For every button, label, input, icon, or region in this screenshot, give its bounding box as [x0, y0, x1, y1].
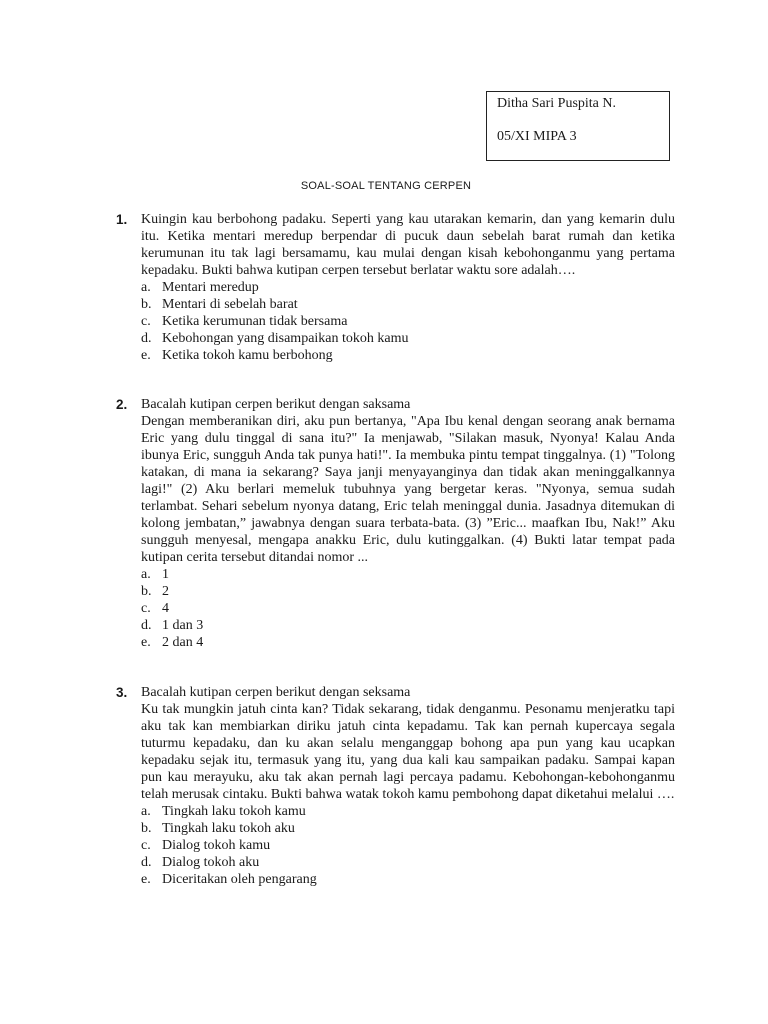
option-text: Tingkah laku tokoh kamu: [162, 804, 306, 819]
option-text: Mentari meredup: [162, 280, 259, 295]
student-class: 05/XI MIPA 3: [497, 129, 577, 144]
option-letter: e.: [141, 635, 151, 650]
question-number: 1.: [116, 212, 128, 227]
option-a: [141, 279, 675, 296]
option-text: 2: [162, 584, 169, 599]
page-title: SOAL-SOAL TENTANG CERPEN: [300, 180, 472, 192]
student-name: Ditha Sari Puspita N.: [497, 96, 616, 111]
option-text: Diceritakan oleh pengarang: [162, 872, 317, 887]
question-text: Kuingin kau berbohong padaku. Seperti yang kau utarakan kemarin, dan yang kemarin dulu itu. Ketika mentari meredup berpendar di pucuk daun sebelah barat rumah dan ketika kerumunan itu tak lagi bersamamu, kau mulai dengan kisah kebohonganmu yang pertama kepadaku. Bukti bahwa kutipan cerpen tersebut berlatar waktu sore adalah….: [141, 212, 675, 278]
option-e: [141, 347, 675, 364]
option-letter: b.: [141, 821, 152, 836]
option-text: Ketika kerumunan tidak bersama: [162, 314, 348, 329]
option-c: [141, 313, 675, 330]
option-letter: d.: [141, 618, 152, 633]
option-e: [141, 634, 675, 651]
question-1: [112, 211, 675, 364]
option-d: [141, 854, 675, 871]
option-letter: a.: [141, 804, 151, 819]
option-text: Kebohongan yang disampaikan tokoh kamu: [162, 331, 409, 346]
option-a: [141, 566, 675, 583]
option-text: 1 dan 3: [162, 618, 204, 633]
option-letter: c.: [141, 838, 151, 853]
question-3: [112, 684, 675, 888]
option-text: Dialog tokoh kamu: [162, 838, 271, 853]
option-e: [141, 871, 675, 888]
option-d: [141, 330, 675, 347]
option-letter: e.: [141, 348, 151, 363]
option-b: [141, 583, 675, 600]
question-number: 3.: [116, 685, 128, 700]
option-letter: a.: [141, 280, 151, 295]
question-text: Ku tak mungkin jatuh cinta kan? Tidak sekarang, tidak denganmu. Pesonamu menjeratku tapi aku tak kan membiarkan diriku jatuh cinta kepadamu. Tak kan pernah kupercaya segala tuturmu kepadaku, dan ku akan selalu menganggap bohong apa pun yang kau ucapkan kepadaku sejak itu, termasuk yang itu, yang dua kali kau sampaikan padaku. Sampai kapan pun kau merayuku, aku tak akan pernah lagi percaya padamu. Kebohongan-kebohonganmu telah merusak cintaku. Bukti bahwa watak tokoh kamu pembohong dapat diketahui melalui ….: [141, 702, 675, 802]
option-c: [141, 837, 675, 854]
option-text: Mentari di sebelah barat: [162, 297, 298, 312]
question-intro: Bacalah kutipan cerpen berikut dengan saksama: [141, 397, 411, 412]
answer-options: [141, 566, 675, 651]
option-text: 2 dan 4: [162, 635, 204, 650]
student-info-box: [486, 91, 670, 161]
option-d: [141, 617, 675, 634]
option-text: Dialog tokoh aku: [162, 855, 260, 870]
question-intro: Bacalah kutipan cerpen berikut dengan seksama: [141, 685, 411, 700]
question-text: Dengan memberanikan diri, aku pun bertanya, "Apa Ibu kenal dengan seorang anak bernama Eric yang dulu tinggal di sana itu?" Ia menjawab, "Silakan masuk, Nyonya! Kalau Anda ibunya Eric, sungguh Anda tak punya hati!". Ia membuka pintu tempat tinggalnya. (1) "Tolong katakan, di mana ia sekarang? Saya janji menyayanginya dan tidak akan meninggalkannya lagi!" (2) Aku berlari memeluk tubuhnya yang bergetar keras. "Nyonya, semua sudah terlambat. Sehari sebelum nyonya datang, Eric telah meninggal dunia. Jasadnya ditemukan di kolong jembatan,” jawabnya dengan suara terbata-bata. (3) ”Eric... maafkan Ibu, Nak!” Aku sungguh menyesal, mengapa anakku Eric, dulu kutinggalkan. (4) Bukti latar tempat pada kutipan cerita tersebut ditandai nomor ...: [141, 414, 675, 565]
answer-options: [141, 803, 675, 888]
option-letter: d.: [141, 331, 152, 346]
option-letter: b.: [141, 297, 152, 312]
option-a: [141, 803, 675, 820]
option-text: 1: [162, 567, 169, 582]
question-number: 2.: [116, 397, 128, 412]
option-b: [141, 820, 675, 837]
option-text: 4: [162, 601, 169, 616]
option-letter: c.: [141, 601, 151, 616]
option-letter: e.: [141, 872, 151, 887]
answer-options: [141, 279, 675, 364]
option-letter: b.: [141, 584, 152, 599]
option-text: Ketika tokoh kamu berbohong: [162, 348, 333, 363]
option-b: [141, 296, 675, 313]
option-letter: d.: [141, 855, 152, 870]
option-c: [141, 600, 675, 617]
question-2: [112, 396, 675, 651]
option-letter: c.: [141, 314, 151, 329]
option-letter: a.: [141, 567, 151, 582]
option-text: Tingkah laku tokoh aku: [162, 821, 295, 836]
